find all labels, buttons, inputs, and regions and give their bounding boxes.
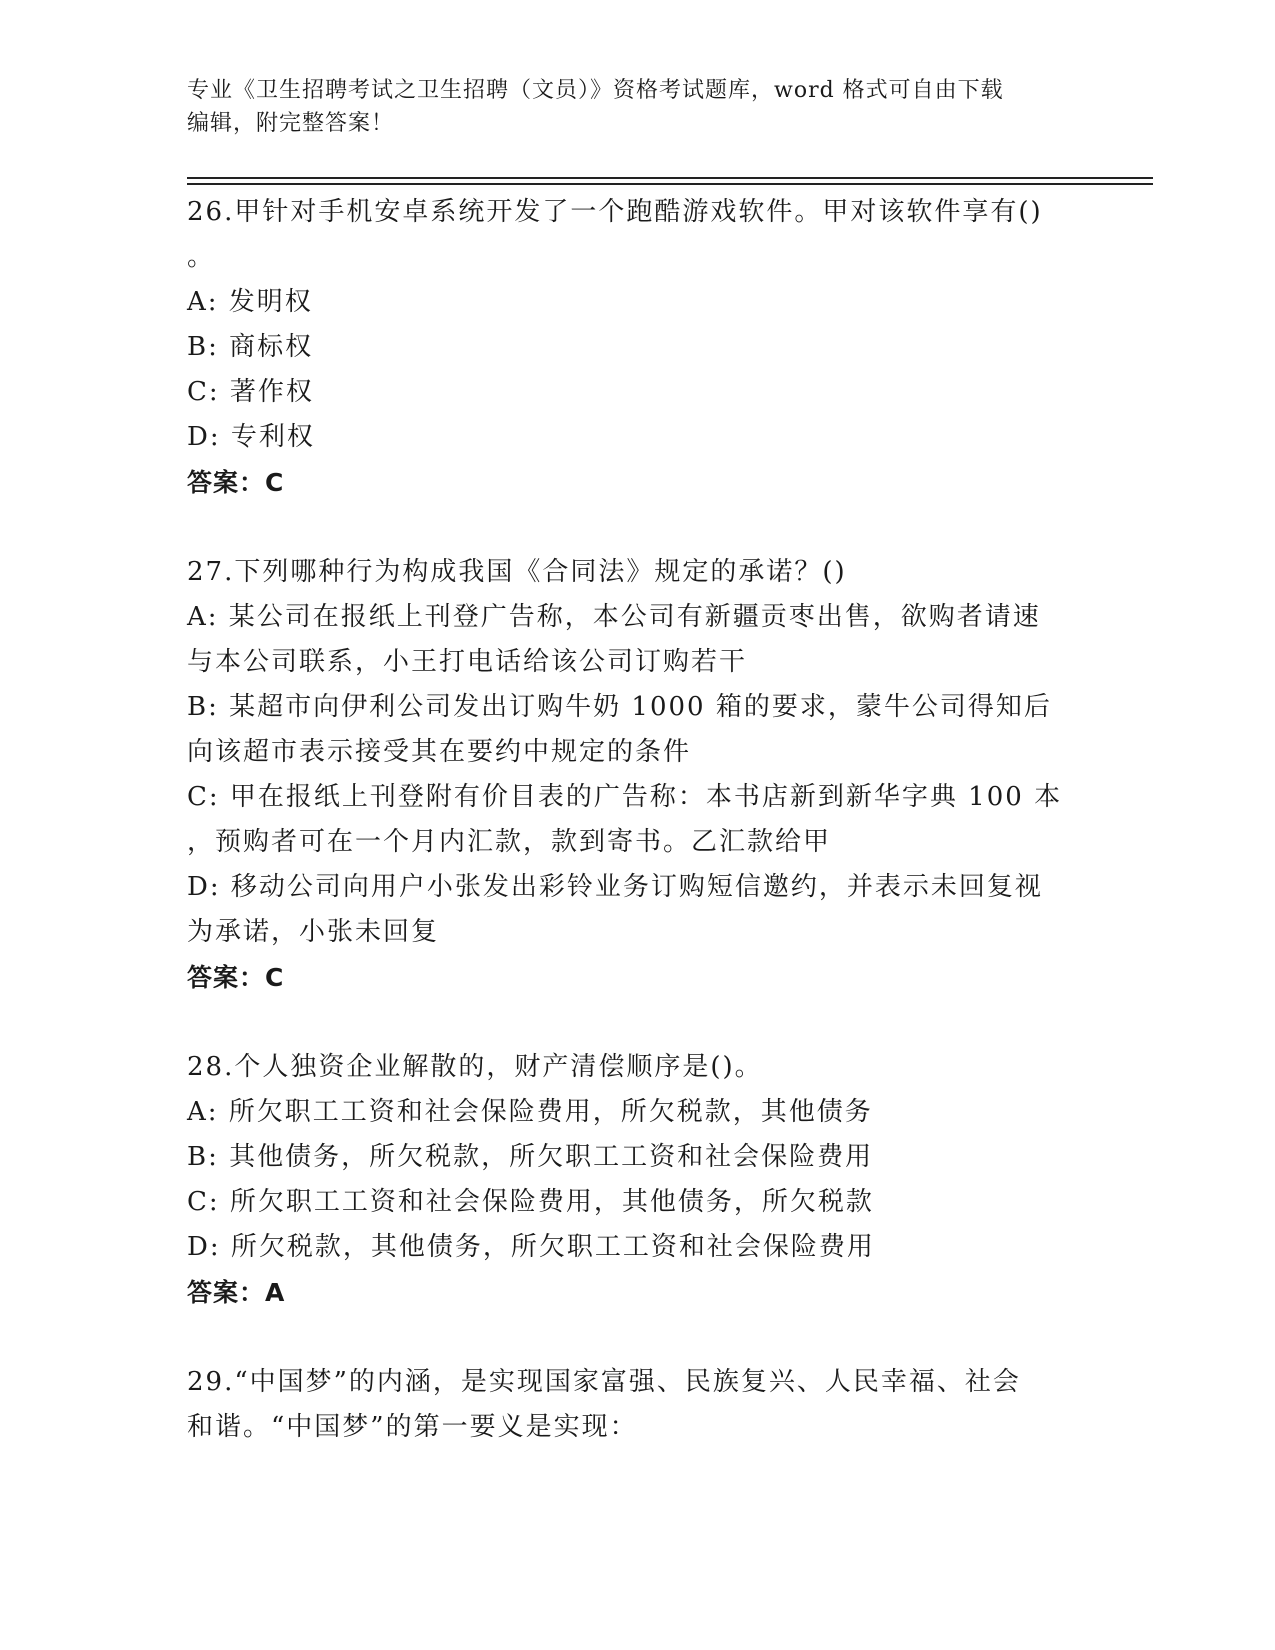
header-divider-bottom bbox=[187, 183, 1153, 185]
question-spacer bbox=[187, 1000, 1077, 1045]
answer-line: 答案：C bbox=[187, 468, 285, 497]
question-text-line: 29.“中国梦”的内涵，是实现国家富强、民族复兴、人民幸福、社会 bbox=[187, 1367, 1021, 1397]
option-line: C: 著作权 bbox=[187, 377, 314, 407]
question-block bbox=[187, 1045, 1077, 1315]
answer-line: 答案：A bbox=[187, 1278, 286, 1307]
option-line: ，预购者可在一个月内汇款，款到寄书。乙汇款给甲 bbox=[187, 827, 832, 857]
question-block bbox=[187, 550, 1077, 1000]
option-line: D: 移动公司向用户小张发出彩铃业务订购短信邀约，并表示未回复视 bbox=[187, 872, 1043, 902]
question-text-line: 。 bbox=[187, 242, 216, 272]
question-text-line: 28.个人独资企业解散的，财产清偿顺序是()。 bbox=[187, 1052, 763, 1082]
header-line-2: 编辑，附完整答案！ bbox=[187, 111, 395, 136]
option-line: B: 商标权 bbox=[187, 332, 314, 362]
question-spacer bbox=[187, 1315, 1077, 1360]
option-line: A: 所欠职工工资和社会保险费用，所欠税款，其他债务 bbox=[187, 1097, 873, 1127]
option-line: 与本公司联系，小王打电话给该公司订购若干 bbox=[187, 647, 748, 677]
question-list bbox=[187, 190, 1077, 1450]
option-line: B: 其他债务，所欠税款，所欠职工工资和社会保险费用 bbox=[187, 1142, 874, 1172]
question-block bbox=[187, 190, 1077, 505]
option-line: C: 甲在报纸上刊登附有价目表的广告称：本书店新到新华字典 100 本 bbox=[187, 782, 1063, 812]
option-line: 为承诺，小张未回复 bbox=[187, 917, 440, 947]
option-line: A: 某公司在报纸上刊登广告称，本公司有新疆贡枣出售，欲购者请速 bbox=[187, 602, 1041, 632]
question-text-line: 和谐。“中国梦”的第一要义是实现： bbox=[187, 1412, 638, 1442]
option-line: D: 所欠税款，其他债务，所欠职工工资和社会保险费用 bbox=[187, 1232, 875, 1262]
document-header bbox=[187, 74, 1067, 140]
option-line: A: 发明权 bbox=[187, 287, 313, 317]
option-line: 向该超市表示接受其在要约中规定的条件 bbox=[187, 737, 692, 767]
question-text-line: 27.下列哪种行为构成我国《合同法》规定的承诺？() bbox=[187, 557, 847, 587]
question-block bbox=[187, 1360, 1077, 1450]
question-spacer bbox=[187, 505, 1077, 550]
option-line: C: 所欠职工工资和社会保险费用，其他债务，所欠税款 bbox=[187, 1187, 874, 1217]
option-line: B: 某超市向伊利公司发出订购牛奶 1000 箱的要求，蒙牛公司得知后 bbox=[187, 692, 1052, 722]
option-line: D: 专利权 bbox=[187, 422, 315, 452]
header-divider-top bbox=[187, 177, 1153, 179]
question-text-line: 26.甲针对手机安卓系统开发了一个跑酷游戏软件。甲对该软件享有() bbox=[187, 197, 1043, 227]
answer-line: 答案：C bbox=[187, 963, 285, 992]
header-line-1: 专业《卫生招聘考试之卫生招聘（文员）》资格考试题库，word 格式可自由下载 bbox=[187, 78, 1004, 103]
